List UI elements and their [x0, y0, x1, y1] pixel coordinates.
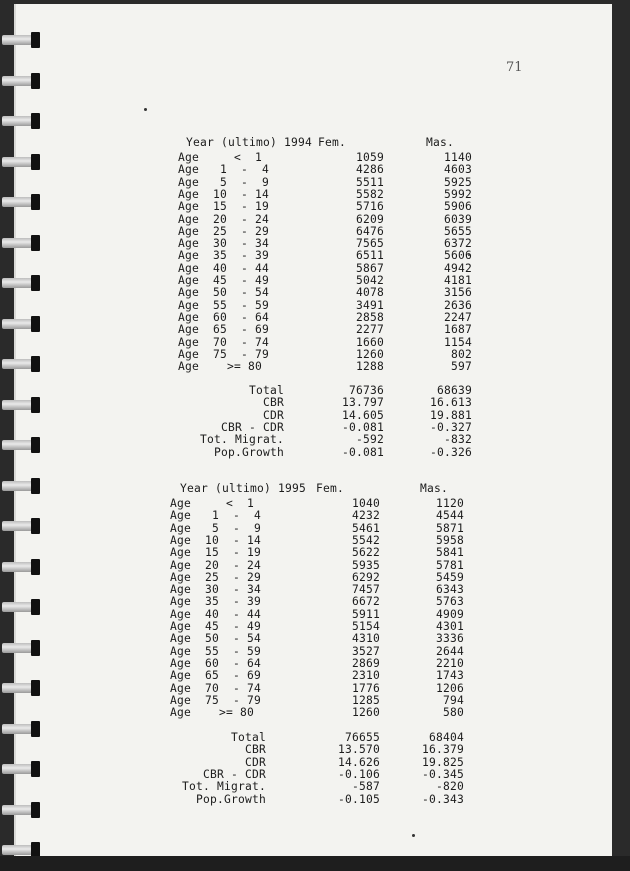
fem-value: 1260	[351, 706, 380, 720]
age-group-label: Age 5 - 9	[170, 521, 262, 535]
summary-label: Pop.Growth	[213, 445, 284, 459]
fem-value: 1260	[355, 347, 384, 361]
fem-value: 5042	[355, 274, 384, 287]
mas-value: 1120	[435, 497, 464, 510]
age-group-label: Age 35 - 39	[170, 595, 262, 609]
fem-value: 5154	[351, 620, 380, 633]
fem-value: 1288	[355, 360, 384, 374]
ring-wire	[2, 157, 32, 167]
age-group-label: Age >= 80	[178, 360, 263, 374]
spiral-binding	[0, 30, 44, 850]
ring-wire	[2, 724, 32, 734]
age-group-label: Age 45 - 49	[170, 620, 262, 633]
age-group-label: Age 30 - 34	[178, 237, 270, 251]
age-group-label: Age 65 - 69	[178, 323, 270, 337]
summary-label: Pop.Growth	[195, 792, 266, 806]
mas-value: 4942	[443, 261, 472, 275]
ring-wire	[2, 116, 32, 126]
mas-value: 597	[450, 360, 472, 374]
mas-value: 16.379	[421, 743, 464, 757]
ring-wire	[2, 643, 32, 653]
ring-hole	[31, 640, 40, 656]
age-group-label: Age 40 - 44	[170, 607, 262, 621]
ring-hole	[31, 761, 40, 777]
mas-value: 4544	[435, 509, 464, 523]
summary-label: Tot. Migrat.	[199, 433, 284, 447]
mas-value: 2247	[443, 310, 472, 324]
ring-hole	[31, 559, 40, 575]
mas-value: 19.825	[421, 755, 464, 769]
ring-wire	[2, 805, 32, 815]
age-group-label: Age 60 - 64	[170, 656, 262, 670]
speck	[412, 834, 415, 837]
age-group-label: Age 10 - 14	[178, 187, 270, 201]
age-group-label: Age 20 - 24	[170, 558, 262, 572]
mas-value: 5992	[443, 187, 472, 201]
mas-value: 19.881	[429, 408, 472, 422]
age-group-label: Age 55 - 59	[170, 644, 262, 658]
summary-label: CBR	[244, 743, 266, 757]
ring-hole	[31, 154, 40, 170]
age-group-label: Age 45 - 49	[178, 274, 270, 287]
ring-hole	[31, 316, 40, 332]
fem-value: 6476	[355, 224, 384, 238]
age-group-label: Age < 1	[170, 497, 255, 510]
fem-value: 5867	[355, 261, 384, 275]
binding-ring	[2, 192, 40, 212]
ring-wire	[2, 562, 32, 572]
mas-value: -0.327	[429, 420, 472, 434]
fem-column-header: Fem.	[316, 482, 345, 495]
fem-value: 76736	[348, 384, 384, 397]
age-group-label: Age 60 - 64	[178, 310, 270, 324]
fem-value: 1040	[351, 497, 380, 510]
fem-value: 5511	[355, 175, 384, 189]
age-group-label: Age 15 - 19	[178, 200, 270, 214]
fem-value: 13.797	[341, 396, 384, 410]
fem-value: 6511	[355, 249, 384, 263]
fem-value: -0.081	[341, 445, 384, 459]
binding-ring	[2, 719, 40, 739]
summary-label: Total	[230, 731, 266, 744]
ring-hole	[31, 32, 40, 48]
mas-value: 2210	[435, 656, 464, 670]
age-group-label: Age 50 - 54	[178, 286, 270, 300]
ring-hole	[31, 680, 40, 696]
binding-ring	[2, 597, 40, 617]
fem-value: -592	[355, 433, 384, 447]
binding-ring	[2, 476, 40, 496]
scan-edge	[0, 856, 630, 871]
mas-value: 4181	[443, 274, 472, 287]
age-group-label: Age >= 80	[170, 706, 255, 720]
mas-value: 5459	[435, 570, 464, 584]
fem-value: 2277	[355, 323, 384, 337]
ring-wire	[2, 602, 32, 612]
ring-hole	[31, 356, 40, 372]
summary-label: Tot. Migrat.	[181, 780, 266, 794]
summary-label: CBR	[262, 396, 284, 410]
fem-value: 5461	[351, 521, 380, 535]
binding-ring	[2, 395, 40, 415]
mas-value: 1687	[443, 323, 472, 337]
ring-wire	[2, 400, 32, 410]
ring-wire	[2, 683, 32, 693]
fem-value: 4310	[351, 632, 380, 646]
mas-value: 2636	[443, 298, 472, 312]
table-year-header: Year (ultimo) 1995	[180, 482, 307, 495]
ring-hole	[31, 275, 40, 291]
mas-value: -820	[435, 780, 464, 794]
ring-hole	[31, 721, 40, 737]
fem-value: -0.105	[337, 792, 380, 806]
mas-value: 68404	[428, 731, 464, 744]
age-group-label: Age 15 - 19	[170, 546, 262, 560]
summary-label: CBR - CDR	[220, 420, 284, 434]
ring-hole	[31, 397, 40, 413]
binding-ring	[2, 759, 40, 779]
binding-ring	[2, 435, 40, 455]
mas-column-header: Mas.	[426, 136, 455, 149]
fem-value: 1776	[351, 681, 380, 695]
summary-label: CBR - CDR	[202, 767, 266, 781]
fem-value: -0.081	[341, 420, 384, 434]
fem-value: 2869	[351, 656, 380, 670]
fem-value: 14.605	[341, 408, 384, 422]
mas-value: 5871	[435, 521, 464, 535]
fem-value: 76655	[344, 731, 380, 744]
fem-value: 5582	[355, 187, 384, 201]
fem-value: 4078	[355, 286, 384, 300]
ring-wire	[2, 481, 32, 491]
mas-value: 5763	[435, 595, 464, 609]
ring-wire	[2, 278, 32, 288]
mas-value: -0.343	[421, 792, 464, 806]
mas-value: 4603	[443, 163, 472, 177]
mas-value: 4301	[435, 620, 464, 633]
age-group-label: Age < 1	[178, 151, 263, 164]
fem-value: 1660	[355, 335, 384, 349]
mas-value: 3156	[443, 286, 472, 300]
ring-wire	[2, 319, 32, 329]
fem-value: 4232	[351, 509, 380, 523]
binding-ring	[2, 354, 40, 374]
age-group-label: Age 20 - 24	[178, 212, 270, 226]
mas-value: 2644	[435, 644, 464, 658]
age-group-label: Age 55 - 59	[178, 298, 270, 312]
fem-value: 1059	[355, 151, 384, 164]
mas-value: 4909	[435, 607, 464, 621]
mas-value: 16.613	[429, 396, 472, 410]
ring-wire	[2, 197, 32, 207]
fem-value: 3491	[355, 298, 384, 312]
age-group-label: Age 75 - 79	[170, 693, 262, 707]
age-group-label: Age 5 - 9	[178, 175, 270, 189]
age-group-label: Age 40 - 44	[178, 261, 270, 275]
ring-wire	[2, 845, 32, 855]
fem-value: 1285	[351, 693, 380, 707]
age-group-label: Age 10 - 14	[170, 533, 262, 547]
age-group-label: Age 25 - 29	[170, 570, 262, 584]
mas-value: 68639	[436, 384, 472, 397]
mas-value: 5958	[435, 533, 464, 547]
binding-ring	[2, 678, 40, 698]
fem-value: 6209	[355, 212, 384, 226]
mas-value: 1206	[435, 681, 464, 695]
mas-value: 794	[442, 693, 464, 707]
ring-wire	[2, 35, 32, 45]
age-group-label: Age 35 - 39	[178, 249, 270, 263]
fem-value: -0.106	[337, 767, 380, 781]
ring-wire	[2, 238, 32, 248]
ring-wire	[2, 76, 32, 86]
ring-hole	[31, 518, 40, 534]
age-group-label: Age 50 - 54	[170, 632, 262, 646]
summary-label: Total	[248, 384, 284, 397]
speck	[144, 108, 147, 111]
mas-value: 5781	[435, 558, 464, 572]
binding-ring	[2, 314, 40, 334]
ring-hole	[31, 599, 40, 615]
fem-value: 2310	[351, 669, 380, 683]
fem-value: 4286	[355, 163, 384, 177]
ring-wire	[2, 440, 32, 450]
mas-value: 6343	[435, 583, 464, 597]
binding-ring	[2, 152, 40, 172]
table-year-header: Year (ultimo) 1994	[186, 136, 313, 149]
fem-value: 7457	[351, 583, 380, 597]
fem-value: 5911	[351, 607, 380, 621]
ring-hole	[31, 194, 40, 210]
binding-ring	[2, 516, 40, 536]
mas-value: 580	[442, 706, 464, 720]
age-group-label: Age 70 - 74	[170, 681, 262, 695]
fem-value: 5716	[355, 200, 384, 214]
age-group-label: Age 75 - 79	[178, 347, 270, 361]
mas-value: 3336	[435, 632, 464, 646]
binding-ring	[2, 800, 40, 820]
binding-ring	[2, 557, 40, 577]
fem-value: 7565	[355, 237, 384, 251]
fem-value: 2858	[355, 310, 384, 324]
ring-wire	[2, 521, 32, 531]
binding-ring	[2, 111, 40, 131]
fem-value: -587	[351, 780, 380, 794]
fem-value: 5542	[351, 533, 380, 547]
fem-value: 13.570	[337, 743, 380, 757]
document-page	[14, 4, 612, 856]
ring-wire	[2, 359, 32, 369]
binding-ring	[2, 273, 40, 293]
ring-hole	[31, 437, 40, 453]
mas-value: 5655	[443, 224, 472, 238]
age-group-label: Age 25 - 29	[178, 224, 270, 238]
fem-value: 14.626	[337, 755, 380, 769]
page-number: 71	[506, 60, 523, 75]
mas-value: 5925	[443, 175, 472, 189]
mas-column-header: Mas.	[420, 482, 449, 495]
ring-hole	[31, 478, 40, 494]
binding-ring	[2, 71, 40, 91]
ring-wire	[2, 764, 32, 774]
mas-value: 1154	[443, 335, 472, 349]
age-group-label: Age 1 - 4	[170, 509, 262, 523]
mas-value: 1743	[435, 669, 464, 683]
fem-value: 6672	[351, 595, 380, 609]
mas-value: 6372	[443, 237, 472, 251]
fem-value: 6292	[351, 570, 380, 584]
summary-label: CDR	[262, 408, 284, 422]
age-group-label: Age 70 - 74	[178, 335, 270, 349]
fem-value: 5935	[351, 558, 380, 572]
age-group-label: Age 1 - 4	[178, 163, 270, 177]
mas-value: 5606	[443, 249, 472, 263]
ring-hole	[31, 73, 40, 89]
fem-value: 5622	[351, 546, 380, 560]
mas-value: -0.326	[429, 445, 472, 459]
summary-label: CDR	[244, 755, 266, 769]
mas-value: -832	[443, 433, 472, 447]
mas-value: 802	[450, 347, 472, 361]
age-group-label: Age 65 - 69	[170, 669, 262, 683]
mas-value: 6039	[443, 212, 472, 226]
fem-value: 3527	[351, 644, 380, 658]
mas-value: -0.345	[421, 767, 464, 781]
ring-hole	[31, 113, 40, 129]
age-group-label: Age 30 - 34	[170, 583, 262, 597]
ring-hole	[31, 802, 40, 818]
mas-value: 1140	[443, 151, 472, 164]
ring-hole	[31, 235, 40, 251]
mas-value: 5841	[435, 546, 464, 560]
binding-ring	[2, 638, 40, 658]
binding-ring	[2, 233, 40, 253]
fem-column-header: Fem.	[318, 136, 347, 149]
binding-ring	[2, 30, 40, 50]
mas-value: 5906	[443, 200, 472, 214]
